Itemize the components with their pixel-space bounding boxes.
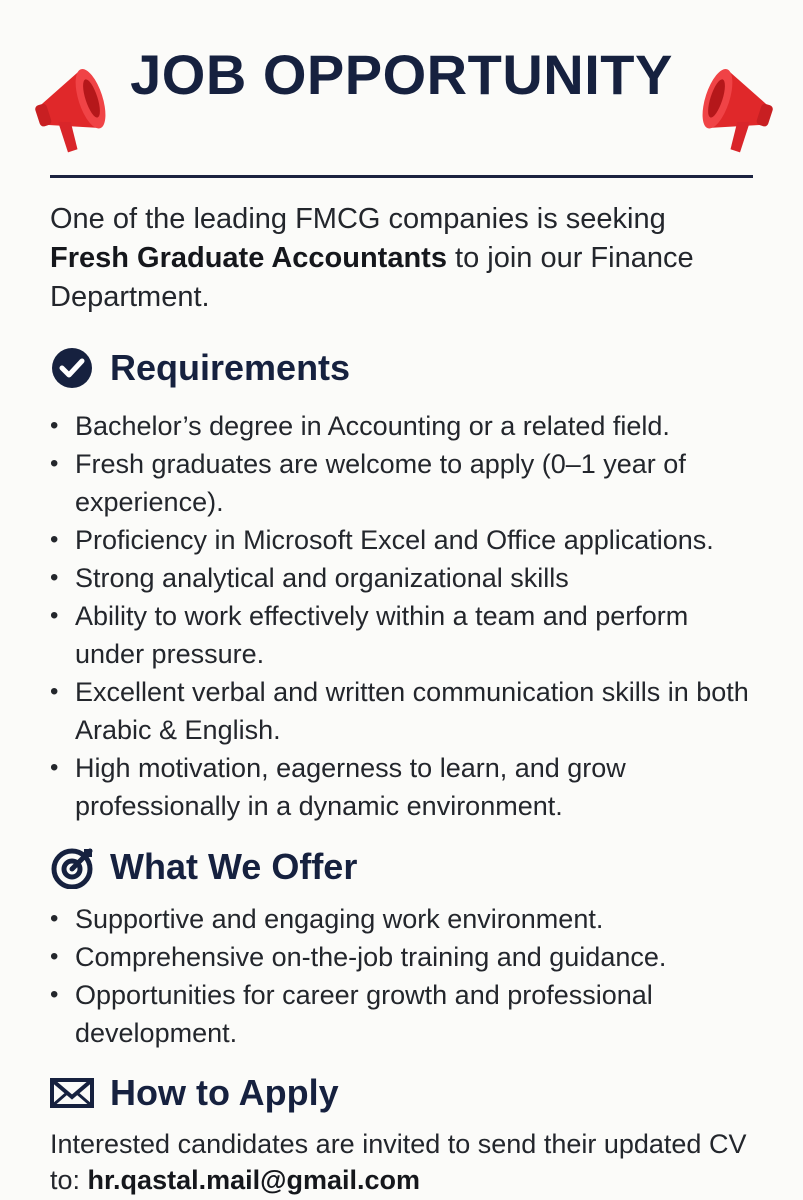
offer-title: What We Offer (110, 846, 358, 887)
intro-text: One of the leading FMCG companies is seeking (50, 203, 666, 235)
list-item: • Proficiency in Microsoft Excel and Office applications. (50, 521, 760, 559)
title-divider (50, 175, 753, 178)
apply-heading (50, 1071, 339, 1115)
requirements-title: Requirements (110, 347, 351, 388)
apply-email-link[interactable]: hr.qastal.mail@gmail.com (87, 1165, 420, 1195)
intro-highlight: Fresh Graduate Accountants (50, 242, 447, 274)
page-title: JOB OPPORTUNITY (130, 43, 673, 106)
offer-heading (50, 845, 357, 889)
header (0, 0, 803, 180)
requirements-list (50, 407, 760, 825)
requirements-heading (50, 346, 350, 390)
check-circle-icon (50, 346, 94, 390)
offer-list (50, 900, 760, 1052)
megaphone-icon (672, 50, 782, 160)
apply-paragraph (50, 1126, 770, 1198)
apply-text: Interested candidates are invited to send their updated CV to: (50, 1129, 747, 1195)
intro-text-end: to join our Finance Department. (50, 242, 694, 313)
envelope-icon (50, 1071, 94, 1115)
list-item: • Ability to work effectively within a team and perform under pressure. (50, 597, 760, 673)
list-item: • Comprehensive on-the-job training and guidance. (50, 938, 760, 976)
list-item: • High motivation, eagerness to learn, and grow professionally in a dynamic environment. (50, 749, 760, 825)
intro-paragraph (50, 200, 750, 317)
list-item: • Fresh graduates are welcome to apply (0–1 year of experience). (50, 445, 760, 521)
list-item: • Strong analytical and organizational skills (50, 559, 760, 597)
list-item: • Supportive and engaging work environment. (50, 900, 760, 938)
target-icon (50, 845, 94, 889)
list-item: • Opportunities for career growth and professional development. (50, 976, 760, 1052)
apply-title: How to Apply (110, 1072, 339, 1113)
list-item: • Excellent verbal and written communication skills in both Arabic & English. (50, 673, 760, 749)
list-item: • Bachelor’s degree in Accounting or a related field. (50, 407, 760, 445)
